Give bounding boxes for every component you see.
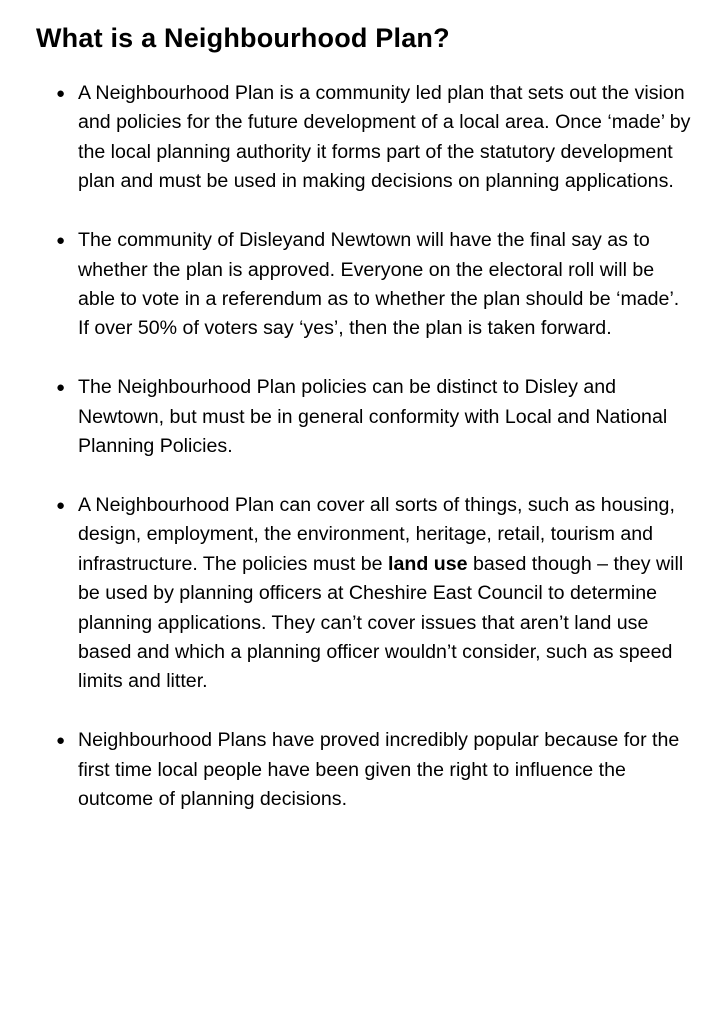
page-title: What is a Neighbourhood Plan?: [36, 23, 450, 53]
bullet-list: [0, 79, 720, 844]
bullet-dot-icon: ●: [56, 732, 66, 750]
bullet-dot-icon: ●: [56, 379, 66, 397]
bullet-item-plan-definition: [0, 79, 720, 197]
bullet-text-before: A Neighbourhood Plan can cover all sorts of things, such as housing, design, employment, the environment, heritage, retail, tourism and infrastructure. The policies must be: [78, 493, 675, 575]
bullet-text: Neighbourhood Plans have proved incredibly popular because for the first time local people have been given the right to influence the outcome of planning decisions.: [78, 729, 680, 811]
bullet-item-scope: [0, 491, 720, 697]
bullet-dot-icon: ●: [56, 85, 66, 102]
bullet-item-referendum: [0, 226, 720, 344]
bullet-text-after: based though – they will be used by planning officers at Cheshire East Council to determine planning applications. They can’t cover issues that aren’t land use based and which a planning officer wouldn’t consider, such as speed limits and litter.: [78, 552, 684, 693]
bullet-dot-icon: ●: [56, 496, 66, 514]
bullet-text: A Neighbourhood Plan is a community led plan that sets out the vision and policies for the future development of a local area. Once ‘made’ by the local planning authority it forms part of the statutory development plan and must be used in making decisions on planning applications.: [78, 82, 691, 193]
bullet-text: The community of Disleyand Newtown will have the final say as to whether the plan is approved. Everyone on the electoral roll will be able to vote in a referendum as to whether the plan should be ‘made’. If over 50% of voters say ‘yes’, then the plan is taken forward.: [78, 229, 680, 340]
bullet-text-bold-land-use: land use: [388, 552, 468, 575]
bullet-dot-icon: ●: [56, 232, 66, 250]
bullet-item-popularity: [0, 726, 720, 814]
bullet-text: The Neighbourhood Plan policies can be distinct to Disley and Newtown, but must be in general conformity with Local and National Planning Policies.: [78, 376, 668, 458]
bullet-item-policies: [0, 373, 720, 461]
